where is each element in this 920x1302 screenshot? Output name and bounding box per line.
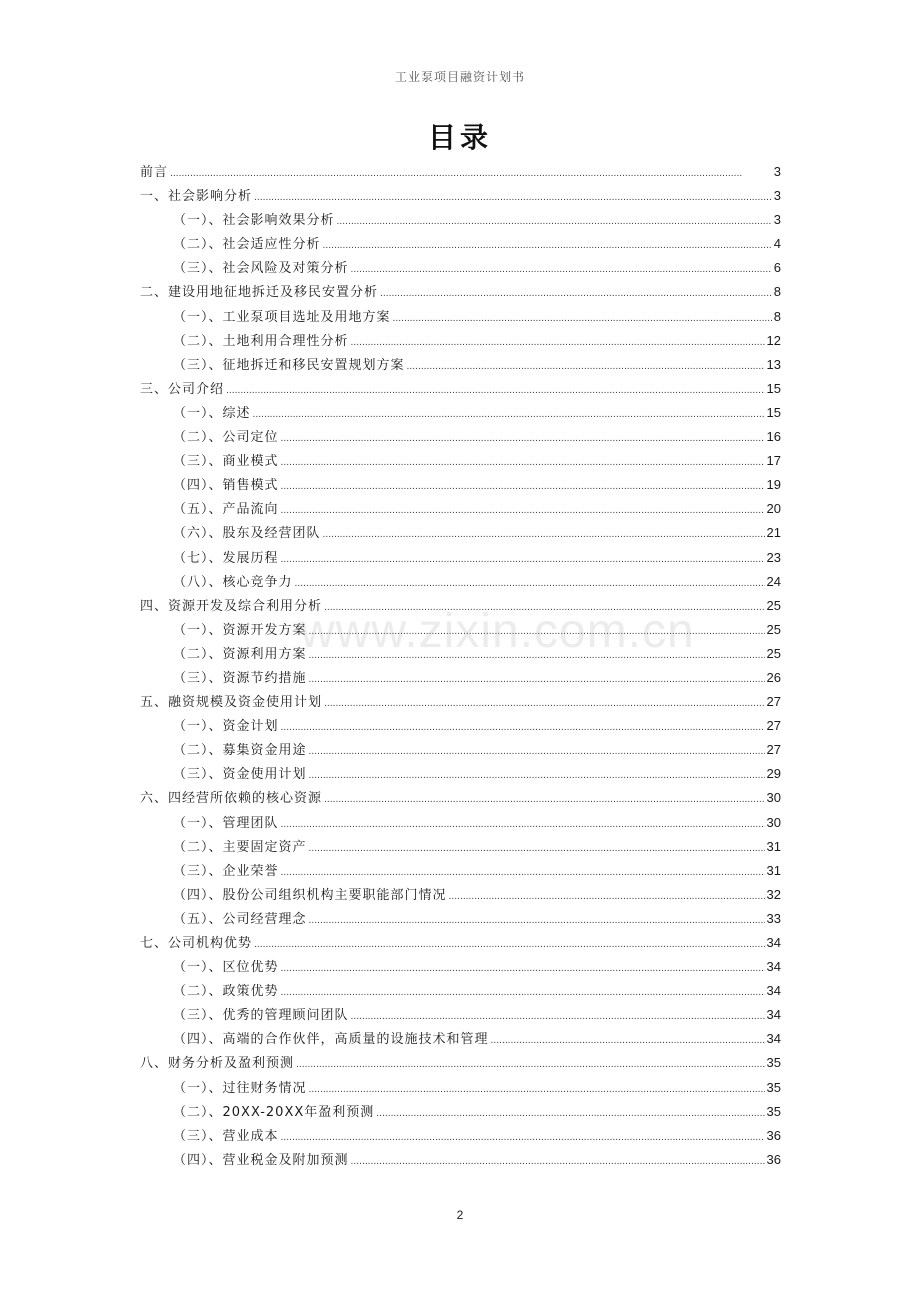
toc-entry-page: 24 [766, 573, 781, 589]
toc-entry[interactable] [140, 642, 781, 666]
toc-entry-page: 3 [773, 188, 781, 204]
toc-dot-leader [309, 909, 765, 933]
toc-entry[interactable] [140, 497, 781, 521]
toc-entry-label: （一）、资金计划 [173, 719, 279, 735]
toc-dot-leader [281, 813, 765, 837]
toc-dot-leader [253, 403, 765, 427]
toc-entry[interactable] [140, 1148, 781, 1172]
toc-entry-label: 四、资源开发及综合利用分析 [140, 598, 323, 614]
toc-entry-page: 6 [773, 260, 781, 276]
toc-entry-label: 二、建设用地征地拆迁及移民安置分析 [140, 285, 379, 301]
toc-entry[interactable] [140, 690, 781, 714]
toc-entry-label: （二）、资源利用方案 [173, 646, 307, 662]
toc-entry-label: 三、公司介绍 [140, 381, 225, 397]
toc-entry-label: 六、四经营所依赖的核心资源 [140, 791, 323, 807]
toc-entry-label: （四）、营业税金及附加预测 [173, 1152, 349, 1168]
toc-entry-page: 34 [766, 935, 781, 950]
toc-entry[interactable] [140, 979, 781, 1003]
toc-dot-leader [491, 1029, 765, 1053]
toc-entry[interactable] [140, 305, 781, 329]
toc-entry-label: （四）、销售模式 [173, 478, 279, 494]
toc-entry[interactable] [140, 1027, 781, 1051]
toc-entry-label: （二）、政策优势 [173, 984, 279, 1000]
toc-entry[interactable] [140, 521, 781, 545]
toc-dot-leader [309, 764, 765, 788]
toc-entry[interactable] [140, 208, 781, 232]
toc-entry-page: 15 [766, 404, 781, 420]
toc-entry-page: 30 [766, 790, 781, 806]
toc-entry[interactable] [140, 955, 781, 979]
toc-entry-label: （一）、综述 [173, 405, 251, 421]
toc-entry-page: 35 [766, 1079, 781, 1095]
toc-dot-leader [324, 596, 765, 620]
toc-entry[interactable] [140, 786, 781, 810]
toc-dot-leader [226, 379, 765, 403]
toc-dot-leader [351, 1005, 765, 1029]
toc-entry-page: 29 [766, 766, 781, 782]
toc-entry-label: （三）、社会风险及对策分析 [173, 261, 349, 277]
toc-entry[interactable] [140, 931, 781, 955]
toc-dot-leader [281, 1126, 765, 1150]
toc-entry-page: 8 [773, 284, 781, 300]
toc-entry[interactable] [140, 811, 781, 835]
toc-entry-label: （二）、20XX-20XX年盈利预测 [173, 1104, 375, 1120]
toc-dot-leader [309, 668, 765, 692]
toc-entry-label: （二）、募集资金用途 [173, 743, 307, 759]
toc-entry-page: 16 [766, 429, 781, 445]
toc-entry-label: （三）、资金使用计划 [173, 767, 307, 783]
toc-entry-page: 13 [766, 356, 781, 372]
toc-entry-page: 25 [766, 621, 781, 637]
table-of-contents [140, 160, 781, 1172]
toc-entry[interactable] [140, 329, 781, 353]
toc-entry-page: 34 [766, 1007, 781, 1023]
toc-entry[interactable] [140, 859, 781, 883]
toc-entry[interactable] [140, 449, 781, 473]
toc-entry-page: 27 [766, 718, 781, 734]
toc-entry-page: 36 [766, 1151, 781, 1167]
toc-entry-label: （二）、公司定位 [173, 430, 279, 446]
toc-dot-leader [324, 788, 765, 812]
toc-entry-label: 五、融资规模及资金使用计划 [140, 695, 323, 711]
toc-dot-leader [295, 572, 765, 596]
toc-entry[interactable] [140, 570, 781, 594]
toc-dot-leader [281, 981, 765, 1005]
toc-dot-leader [309, 740, 765, 764]
toc-entry[interactable] [140, 666, 781, 690]
toc-dot-leader [254, 186, 772, 210]
toc-dot-leader [309, 620, 765, 644]
toc-entry-label: （八）、核心竞争力 [173, 574, 293, 590]
toc-dot-leader [281, 427, 765, 451]
toc-entry-label: （四）、股份公司组织机构主要职能部门情况 [173, 887, 447, 903]
toc-entry[interactable] [140, 546, 781, 570]
watermark: www.zixin.com.cn [300, 605, 695, 658]
toc-entry[interactable] [140, 738, 781, 762]
toc-entry-page: 31 [766, 862, 781, 878]
toc-entry[interactable] [140, 907, 781, 931]
toc-entry-page: 15 [766, 380, 781, 396]
toc-dot-leader [376, 1102, 764, 1126]
toc-entry-page: 35 [766, 1103, 781, 1119]
toc-dot-leader [407, 355, 765, 379]
toc-entry-label: 一、社会影响分析 [140, 189, 253, 205]
toc-dot-leader [324, 692, 765, 716]
toc-entry[interactable] [140, 425, 781, 449]
toc-entry-label: （五）、产品流向 [173, 502, 279, 518]
toc-entry-label: （二）、土地利用合理性分析 [173, 333, 349, 349]
toc-entry-page: 3 [773, 164, 781, 179]
toc-entry-label: （一）、社会影响效果分析 [173, 213, 335, 229]
toc-entry-page: 12 [766, 332, 781, 348]
toc-dot-leader [281, 548, 765, 572]
toc-entry-page: 23 [766, 549, 781, 565]
toc-dot-leader [309, 1078, 765, 1102]
toc-entry[interactable] [140, 1003, 781, 1027]
toc-entry-label: （二）、主要固定资产 [173, 839, 307, 855]
toc-entry-page: 8 [773, 308, 781, 324]
toc-entry-page: 31 [766, 838, 781, 854]
toc-entry[interactable] [140, 762, 781, 786]
toc-entry[interactable] [140, 256, 781, 280]
toc-dot-leader [351, 258, 772, 282]
toc-entry-page: 4 [773, 236, 781, 252]
toc-dot-leader [281, 499, 765, 523]
toc-entry-page: 26 [766, 669, 781, 685]
toc-dot-leader [309, 644, 765, 668]
toc-entry-page: 36 [766, 1127, 781, 1143]
toc-dot-leader [281, 475, 765, 499]
toc-entry-page: 27 [766, 694, 781, 710]
toc-entry-page: 25 [766, 597, 781, 613]
toc-entry[interactable] [140, 1051, 781, 1075]
toc-dot-leader [254, 933, 765, 957]
running-header: 工业泵项目融资计划书 [394, 70, 525, 84]
toc-entry[interactable] [140, 594, 781, 618]
toc-entry[interactable] [140, 1076, 781, 1100]
toc-dot-leader [309, 837, 765, 861]
toc-entry[interactable] [140, 184, 781, 208]
toc-entry-page: 33 [766, 910, 781, 926]
toc-entry-page: 3 [773, 212, 781, 228]
toc-dot-leader [449, 885, 765, 909]
toc-dot-leader [351, 1150, 765, 1174]
toc-entry-label: （五）、公司经营理念 [173, 911, 307, 927]
toc-dot-leader [393, 307, 772, 331]
toc-entry-page: 25 [766, 645, 781, 661]
toc-entry-label: （七）、发展历程 [173, 550, 279, 566]
toc-entry[interactable] [140, 618, 781, 642]
toc-entry-label: （一）、工业泵项目选址及用地方案 [173, 309, 391, 325]
toc-entry[interactable] [140, 883, 781, 907]
toc-entry-label: （三）、征地拆迁和移民安置规划方案 [173, 357, 405, 373]
toc-dot-leader [380, 282, 772, 306]
toc-entry[interactable] [140, 353, 781, 377]
toc-entry-page: 35 [766, 1055, 781, 1071]
toc-dot-leader [281, 716, 765, 740]
page-number: 2 [456, 1208, 464, 1222]
toc-dot-leader [281, 861, 765, 885]
toc-entry-page: 34 [766, 983, 781, 999]
toc-dot-leader [323, 523, 765, 547]
toc-entry[interactable] [140, 280, 781, 304]
toc-entry-label: （四）、高端的合作伙伴，高质量的设施技术和管理 [173, 1032, 489, 1048]
toc-entry[interactable] [140, 401, 781, 425]
toc-entry-page: 17 [766, 453, 781, 469]
toc-entry-label: （三）、企业荣誉 [173, 863, 279, 879]
toc-entry-label: （二）、社会适应性分析 [173, 237, 321, 253]
toc-entry-page: 30 [766, 814, 781, 830]
toc-entry-page: 27 [766, 742, 781, 758]
toc-entry-label: 七、公司机构优势 [140, 936, 253, 951]
toc-entry[interactable] [140, 714, 781, 738]
toc-entry-label: 前言 [140, 165, 169, 180]
toc-dot-leader [351, 331, 765, 355]
toc-entry[interactable] [140, 160, 781, 184]
toc-dot-leader [281, 957, 765, 981]
toc-entry[interactable] [140, 232, 781, 256]
toc-entry-label: （一）、区位优势 [173, 960, 279, 976]
toc-entry[interactable] [140, 1100, 781, 1124]
toc-entry-page: 20 [766, 501, 781, 517]
toc-entry-label: （三）、商业模式 [173, 454, 279, 470]
toc-dot-leader [337, 210, 772, 234]
toc-dot-leader [281, 451, 765, 475]
toc-dot-leader [323, 234, 772, 258]
toc-entry-label: （三）、营业成本 [173, 1128, 279, 1144]
toc-dot-leader [296, 1053, 765, 1077]
toc-entry[interactable] [140, 473, 781, 497]
toc-entry-label: （一）、管理团队 [173, 815, 279, 831]
toc-dot-leader [170, 162, 772, 186]
toc-entry-page: 21 [766, 525, 781, 541]
toc-entry-page: 19 [766, 477, 781, 493]
toc-entry-label: （六）、股东及经营团队 [173, 526, 321, 542]
toc-entry-label: （三）、优秀的管理顾问团队 [173, 1008, 349, 1024]
toc-entry-page: 32 [766, 886, 781, 902]
toc-entry-label: （一）、资源开发方案 [173, 622, 307, 638]
toc-entry-page: 34 [766, 959, 781, 975]
toc-entry-label: （三）、资源节约措施 [173, 670, 307, 686]
toc-entry[interactable] [140, 377, 781, 401]
toc-entry-label: 八、财务分析及盈利预测 [140, 1056, 295, 1072]
toc-entry-label: （一）、过往财务情况 [173, 1080, 307, 1096]
page-title: 目录 [427, 121, 492, 154]
toc-entry-page: 34 [766, 1031, 781, 1047]
toc-entry[interactable] [140, 835, 781, 859]
toc-entry[interactable] [140, 1124, 781, 1148]
